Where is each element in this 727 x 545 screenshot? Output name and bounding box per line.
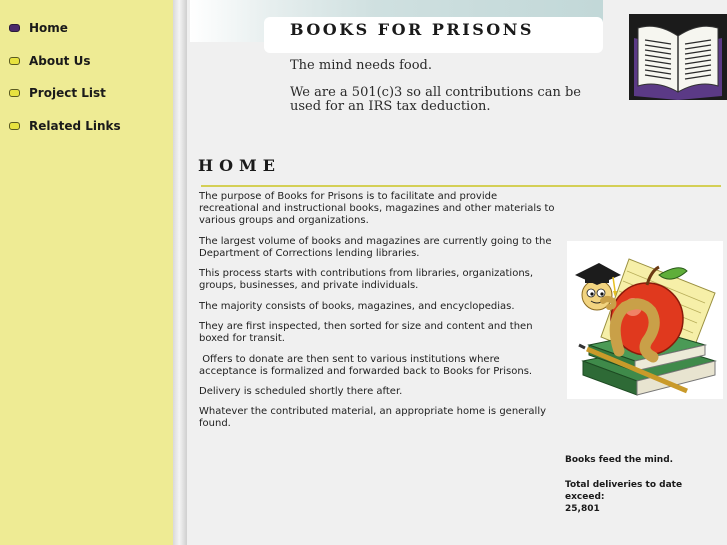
nav-item-about-us[interactable] <box>9 52 90 70</box>
sidebar <box>0 0 173 545</box>
deliveries-label: Total deliveries to date <box>565 480 683 490</box>
nav-item-project-list[interactable] <box>9 84 106 102</box>
body-paragraph: The purpose of Books for Prisons is to facilitate and provide recreational and instructional books, magazines and other materials to various groups and organizations. <box>199 191 555 226</box>
body-paragraph: They are first inspected, then sorted for size and content and then boxed for transit. <box>199 321 533 344</box>
sidebar-edge <box>173 0 187 545</box>
body-paragraph: The majority consists of books, magazines, and encyclopedias. <box>199 301 515 312</box>
nav-item-related-links[interactable] <box>9 117 121 135</box>
open-book-icon <box>629 14 727 100</box>
nav-item-label: About Us <box>29 54 91 68</box>
body-paragraph: Offers to donate are then sent to various institutions where acceptance is formalized and forwarded back to Books for Prisons. <box>199 354 533 377</box>
heading-divider <box>201 185 721 187</box>
deliveries-count: 25,801 <box>565 504 600 514</box>
page-heading: HOME <box>198 156 281 175</box>
bullet-icon <box>9 89 20 97</box>
nav-item-label: Project List <box>29 86 106 100</box>
body-paragraph: Whatever the contributed material, an appropriate home is generally found. <box>199 406 547 429</box>
apple-worm-books-illustration <box>567 241 723 399</box>
body-paragraph: The largest volume of books and magazines are currently going to the Department of Corrections lending libraries. <box>199 236 552 259</box>
nav-item-home[interactable] <box>9 19 68 37</box>
tax-deduction-note: We are a 501(c)3 so all contributions can be used for an IRS tax deduction. <box>290 85 581 114</box>
site-title: BOOKS FOR PRISONS <box>290 20 534 39</box>
bullet-icon <box>9 57 20 65</box>
nav-item-label: Related Links <box>29 119 121 133</box>
bullet-icon <box>9 122 20 130</box>
body-paragraph: This process starts with contributions from libraries, organizations, groups, businesses, and private individuals. <box>199 268 534 291</box>
slogan: Books feed the mind. <box>565 455 674 465</box>
deliveries-label-cont: exceed: <box>565 492 605 502</box>
bullet-icon <box>9 24 20 32</box>
nav-item-label: Home <box>29 21 68 35</box>
tagline: The mind needs food. <box>290 58 432 73</box>
body-paragraph: Delivery is scheduled shortly there after. <box>199 386 403 397</box>
